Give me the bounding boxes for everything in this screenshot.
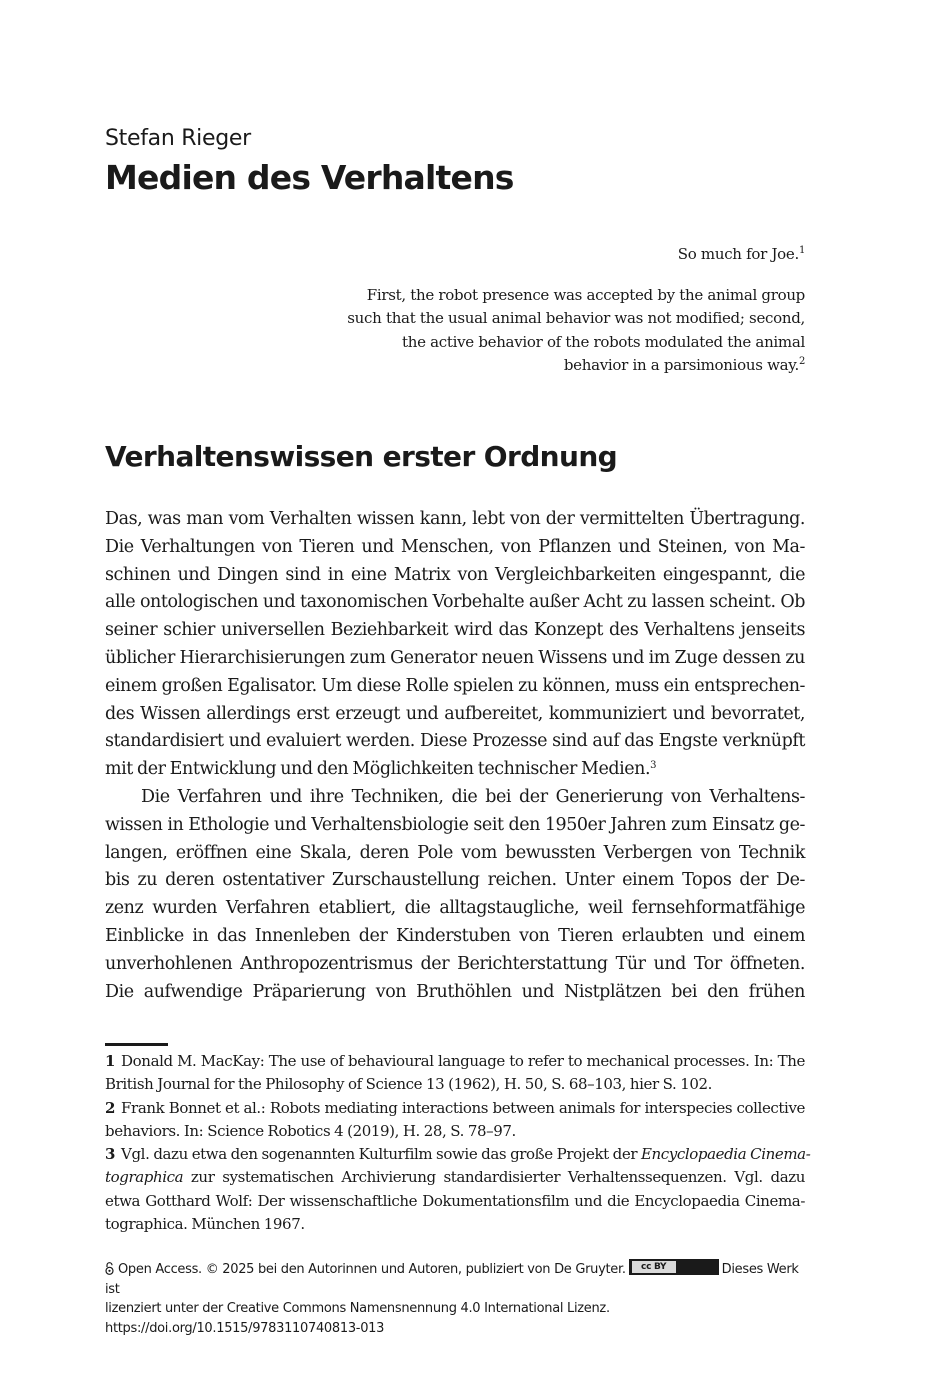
section-heading: Verhaltenswissen erster Ordnung: [105, 440, 618, 473]
footnote-2-cont: behaviors. In: Science Robotics 4 (2019), H. 28, S. 78–97.: [105, 1121, 516, 1140]
epigraph-1-line: So much for Joe.: [677, 245, 799, 263]
body-text: [105, 506, 805, 1006]
epigraph-2-line: such that the usual animal behavior was not modified; second,: [347, 309, 805, 328]
epigraph-2-line: the active behavior of the robots modulated the animal: [402, 332, 805, 351]
epigraph-2-line: First, the robot presence was accepted by the animal group: [366, 286, 805, 304]
footnote-ref-2[interactable]: 2: [798, 355, 805, 367]
body-line: schinen und Dingen sind in eine Matrix von Vergleichbarkeiten eingespannt, die: [105, 564, 805, 585]
footnote-italic: tographica: [105, 1168, 184, 1187]
footnote-text: Vgl. dazu etwa den sogenannten Kulturfilm sowie das große Projekt der: [121, 1145, 641, 1164]
footnote-2: [105, 1097, 805, 1120]
body-line: seiner schier universellen Beziehbarkeit wird das Konzept des Verhaltens jenseits: [105, 620, 805, 641]
footnote-1: [105, 1050, 805, 1073]
epigraph-1: [105, 243, 805, 266]
body-line: unverhohlenen Anthropozentrismus der Berichterstattung Tür und Tor öffneten.: [105, 953, 805, 974]
footnote-3-cont: [105, 1166, 805, 1189]
license-notice: [105, 1259, 805, 1338]
author-name: Stefan Rieger: [105, 126, 251, 151]
body-line: wissen in Ethologie und Verhaltensbiologie seit den 1950er Jahren zum Einsatz ge-: [105, 814, 805, 835]
footnote-3-cont: etwa Gotthard Wolf: Der wissenschaftliche Dokumentationsfilm und die Encyclopaedia Cinema-: [105, 1191, 805, 1210]
footnote-1-cont: British Journal for the Philosophy of Science 13 (1962), H. 50, S. 68–103, hier S. 102.: [105, 1075, 713, 1094]
body-line: alle ontologischen und taxonomischen Vorbehalte außer Acht zu lassen scheint. Ob: [105, 592, 805, 613]
footnote-number: 1: [105, 1052, 116, 1070]
body-line: langen, eröffnen eine Skala, deren Pole vom bewussten Verbergen von Technik: [105, 842, 805, 863]
body-line: bis zu deren ostentativer Zurschaustellung reichen. Unter einem Topos der De-: [105, 870, 805, 891]
body-line: Die Verfahren und ihre Techniken, die bei der Generierung von Verhaltens-: [141, 786, 805, 807]
body-line: Das, was man vom Verhalten wissen kann, lebt von der vermittelten Übertragung.: [105, 509, 805, 529]
epigraph-2-line: [105, 354, 805, 377]
footnote-3-cont: tographica. München 1967.: [105, 1215, 305, 1234]
license-text: Dieses Werk ist: [105, 1262, 799, 1297]
chapter-title: Medien des Verhaltens: [105, 158, 514, 197]
license-line-2: lizenziert unter der Creative Commons Namensnennung 4.0 International Lizenz.: [105, 1301, 610, 1316]
footnote-ref-3[interactable]: 3: [650, 760, 657, 772]
body-line: zenz wurden Verfahren etabliert, die alltagstaugliche, weil fernsehformatfähige: [105, 898, 805, 919]
footnote-number: 3: [105, 1145, 116, 1164]
body-line: Einblicke in das Innenleben der Kinderstuben von Tieren erlaubten und einem: [105, 925, 805, 946]
license-line-1: [105, 1259, 805, 1299]
footnotes: [105, 1050, 811, 1236]
cc-by-badge[interactable]: [629, 1259, 719, 1275]
body-line: standardisiert und evaluiert werden. Diese Prozesse sind auf das Engste verknüpft: [105, 731, 805, 752]
epigraph-2: [105, 284, 805, 377]
footnote-3: [105, 1143, 811, 1166]
body-line: üblicher Hierarchisierungen zum Generator neuen Wissens und im Zuge dessen zu: [105, 647, 805, 668]
body-line: des Wissen allerdings erst erzeugt und aufbereitet, kommuniziert und bevorratet,: [105, 703, 805, 724]
footnote-text: Donald M. MacKay: The use of behavioural language to refer to mechanical processes. In: The: [121, 1052, 805, 1070]
footnote-italic: Encyclopaedia Cinema-: [640, 1145, 811, 1164]
footnote-number: 2: [105, 1098, 116, 1117]
body-line-text: mit der Entwicklung und den Möglichkeiten technischer Medien.: [105, 759, 651, 780]
body-line: [105, 756, 805, 784]
epigraph-2-line-text: behavior in a parsimonious way.: [563, 355, 799, 374]
body-line: einem großen Egalisator. Um diese Rolle spielen zu können, muss ein entsprechen-: [105, 675, 805, 696]
cc-by-badge-label: cc BY: [632, 1261, 676, 1273]
open-access-icon: [105, 1262, 114, 1275]
footnote-divider: [105, 1043, 168, 1046]
footnote-text: zur systematischen Archivierung standardisierter Verhaltenssequenzen. Vgl. dazu: [183, 1168, 805, 1187]
open-access-text: Open Access. © 2025 bei den Autorinnen und Autoren, publiziert von De Gruyter.: [118, 1262, 626, 1277]
footnote-ref-1[interactable]: 1: [798, 245, 805, 256]
body-line: Die aufwendige Präparierung von Bruthöhlen und Nistplätzen bei den frühen: [105, 981, 805, 1002]
footnote-text: Frank Bonnet et al.: Robots mediating interactions between animals for interspecies collective: [121, 1098, 805, 1117]
body-line: Die Verhaltungen von Tieren und Menschen, von Pflanzen und Steinen, von Ma-: [105, 536, 805, 557]
doi-link[interactable]: https://doi.org/10.1515/9783110740813-013: [105, 1320, 385, 1336]
